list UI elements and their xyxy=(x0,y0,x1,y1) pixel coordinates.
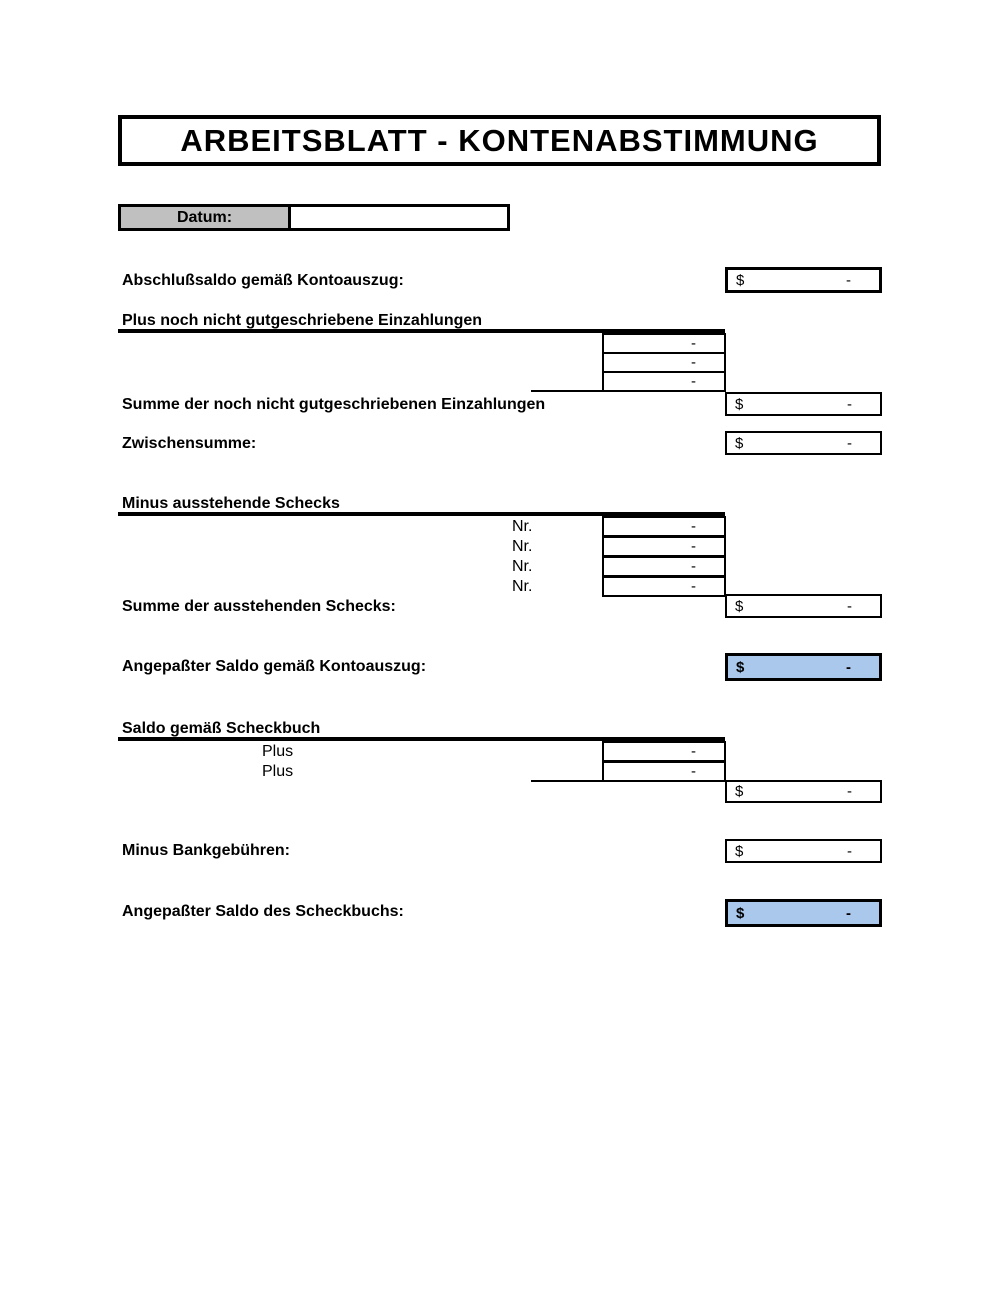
currency-symbol: $ xyxy=(736,904,745,922)
checks-sum-amount-box[interactable] xyxy=(725,594,882,618)
bank-fees-label: Minus Bankgebühren: xyxy=(122,842,291,859)
check-number-label: Nr. xyxy=(512,558,533,575)
adjusted-bank-balance-amount-box[interactable] xyxy=(725,653,882,681)
closing-balance-label: Abschlußsaldo gemäß Kontoauszug: xyxy=(122,272,404,289)
closing-balance-amount-box[interactable] xyxy=(725,267,882,293)
date-input[interactable] xyxy=(291,204,510,231)
currency-symbol: $ xyxy=(736,658,745,676)
amount-value: - xyxy=(846,658,851,676)
page-title: ARBEITSBLATT - KONTENABSTIMMUNG xyxy=(118,115,881,166)
cell-stack-baseline xyxy=(531,780,604,782)
check-number-label: Nr. xyxy=(512,538,533,555)
subtotal-amount-box[interactable] xyxy=(725,431,882,455)
currency-symbol: $ xyxy=(735,783,744,800)
date-row xyxy=(118,204,510,231)
currency-symbol: $ xyxy=(735,395,744,413)
check-amount-cell[interactable]: - xyxy=(602,516,726,537)
checkbook-plus-label: Plus xyxy=(262,743,294,760)
deposit-cell[interactable]: - xyxy=(602,371,726,392)
check-number-label: Nr. xyxy=(512,578,533,595)
amount-value: - xyxy=(847,842,852,860)
amount-value: - xyxy=(847,597,852,615)
check-amount-cell[interactable]: - xyxy=(602,536,726,557)
amount-value: - xyxy=(846,904,851,922)
deposits-sum-label: Summe der noch nicht gutgeschriebenen Einzahlungen xyxy=(122,396,546,413)
checkbook-sum-amount-box[interactable] xyxy=(725,780,882,803)
check-amount-cell[interactable]: - xyxy=(602,556,726,577)
currency-symbol: $ xyxy=(735,842,744,860)
checkbook-plus-cell[interactable]: - xyxy=(602,741,726,762)
currency-symbol: $ xyxy=(735,597,744,615)
amount-value: - xyxy=(847,783,852,800)
deposit-cell[interactable]: - xyxy=(602,352,726,373)
adjusted-checkbook-balance-label: Angepaßter Saldo des Scheckbuchs: xyxy=(122,903,404,920)
deposit-cell[interactable]: - xyxy=(602,333,726,354)
amount-value: - xyxy=(847,434,852,452)
deposits-section-header: Plus noch nicht gutgeschriebene Einzahlungen xyxy=(122,312,483,329)
adjusted-checkbook-balance-amount-box[interactable] xyxy=(725,899,882,927)
checkbook-plus-cell[interactable]: - xyxy=(602,761,726,782)
subtotal-label: Zwischensumme: xyxy=(122,435,257,452)
checks-sum-label: Summe der ausstehenden Schecks: xyxy=(122,598,396,615)
currency-symbol: $ xyxy=(735,434,744,452)
checkbook-plus-label: Plus xyxy=(262,763,294,780)
currency-symbol: $ xyxy=(736,271,745,289)
amount-value: - xyxy=(846,271,851,289)
checkbook-section-header: Saldo gemäß Scheckbuch xyxy=(122,720,321,737)
amount-value: - xyxy=(847,395,852,413)
cell-stack-baseline xyxy=(531,390,604,392)
checks-section-header: Minus ausstehende Schecks xyxy=(122,495,340,512)
bank-fees-amount-box[interactable] xyxy=(725,839,882,863)
deposits-sum-amount-box[interactable] xyxy=(725,392,882,416)
date-label: Datum: xyxy=(118,204,291,231)
adjusted-bank-balance-label: Angepaßter Saldo gemäß Kontoauszug: xyxy=(122,658,427,675)
check-number-label: Nr. xyxy=(512,518,533,535)
check-amount-cell[interactable]: - xyxy=(602,576,726,597)
